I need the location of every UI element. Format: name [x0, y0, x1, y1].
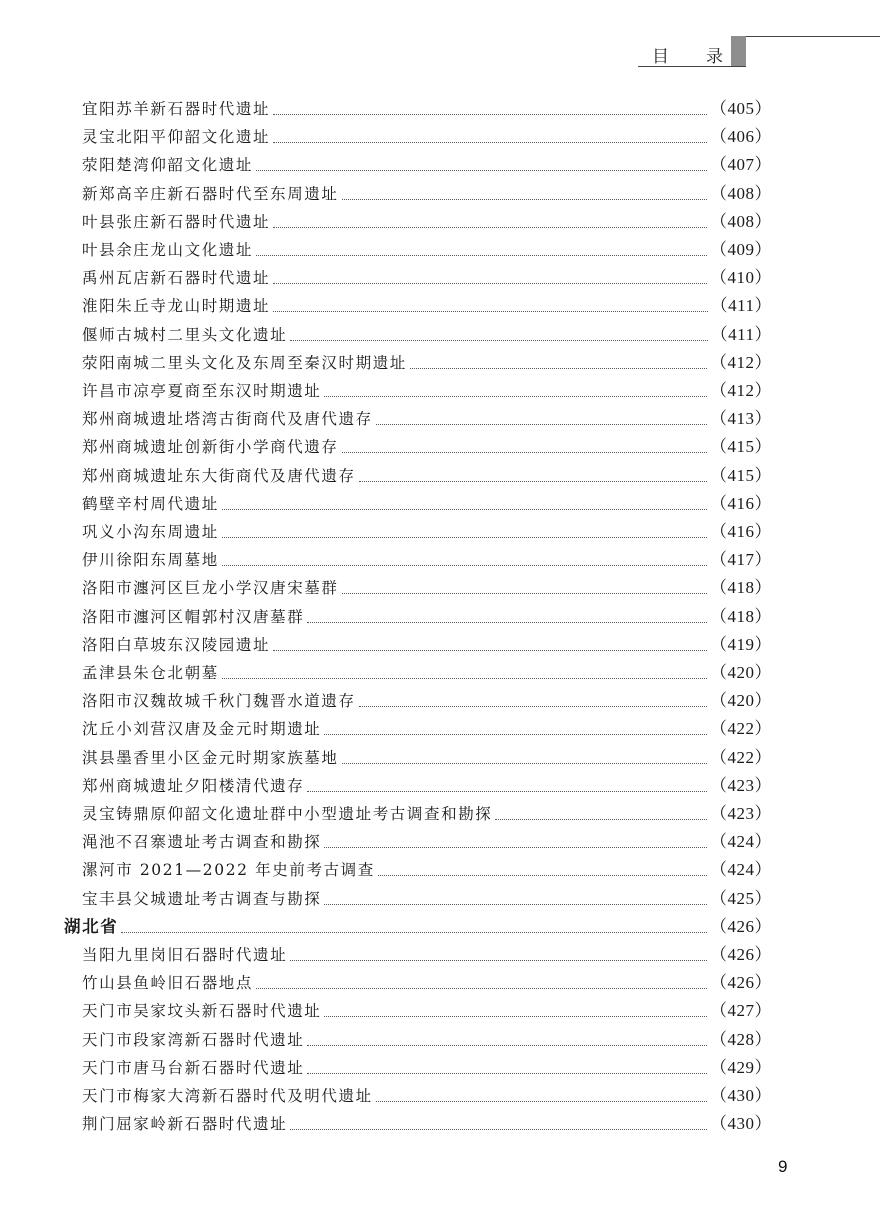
toc-entry-page: （410） [710, 268, 772, 288]
toc-dot-leader [222, 536, 707, 538]
toc-dot-leader [378, 874, 707, 876]
toc-entry-title: 禹州瓦店新石器时代遗址 [82, 269, 271, 288]
toc-entry-page: （418） [710, 578, 772, 598]
toc-entry [82, 969, 772, 997]
toc-entry [82, 518, 772, 546]
toc-dot-leader [121, 931, 707, 933]
toc-entry [82, 546, 772, 574]
toc-entry-title: 湖北省 [64, 916, 119, 936]
toc-entry-page: （427） [710, 1001, 772, 1021]
toc-entry [82, 744, 772, 772]
toc-entry [82, 800, 772, 828]
toc-dot-leader [290, 1128, 707, 1130]
toc-entry-page: （409） [710, 240, 772, 259]
toc-section-heading [64, 913, 772, 941]
toc-entry-title: 巩义小沟东周遗址 [82, 523, 219, 541]
toc-dot-leader [324, 1015, 707, 1017]
toc-entry-title: 郑州商城遗址创新街小学商代遗存 [82, 438, 339, 457]
toc-entry-page: （422） [710, 747, 772, 767]
toc-entry-page: （416） [710, 493, 772, 513]
toc-entry [82, 941, 772, 969]
toc-entry [82, 885, 772, 913]
toc-dot-leader [342, 592, 707, 594]
toc-entry-page: （426） [710, 916, 772, 936]
toc-entry [82, 1082, 772, 1110]
toc-dot-leader [273, 310, 708, 312]
toc-dot-leader [273, 141, 707, 143]
toc-entry-title: 天门市吴家坟头新石器时代遗址 [82, 1002, 322, 1021]
toc-dot-leader [273, 649, 707, 651]
toc-entry [82, 321, 772, 349]
toc-entry-title: 洛阳白草坡东汉陵园遗址 [82, 635, 271, 654]
toc-entry-title: 天门市梅家大湾新石器时代及明代遗址 [82, 1087, 373, 1105]
toc-entry [82, 462, 772, 490]
toc-entry-page: （424） [710, 832, 772, 852]
toc-entry-title: 伊川徐阳东周墓地 [82, 551, 219, 570]
toc-entry [82, 1054, 772, 1082]
toc-dot-leader [342, 198, 707, 200]
toc-dot-leader [222, 508, 707, 510]
header-char-1: 目 [652, 47, 669, 67]
toc-dot-leader [256, 987, 707, 989]
toc-entry-title: 淮阳朱丘寺龙山时期遗址 [82, 297, 271, 316]
toc-dot-leader [307, 1072, 707, 1074]
toc-entry [82, 1110, 772, 1138]
toc-dot-leader [273, 226, 707, 228]
toc-dot-leader [359, 705, 707, 707]
toc-entry-title: 灵宝北阳平仰韶文化遗址 [82, 128, 271, 147]
toc-entry-title: 漯河市 2021—2022 年史前考古调查 [82, 861, 375, 880]
toc-entry-page: （426） [710, 945, 772, 964]
toc-entry-title: 天门市唐马台新石器时代遗址 [82, 1058, 305, 1077]
toc-dot-leader [342, 762, 707, 764]
toc-dot-leader [273, 282, 707, 284]
toc-entry [82, 377, 772, 405]
toc-entry-page: （416） [710, 522, 772, 541]
toc-dot-leader [324, 846, 707, 848]
toc-dot-leader [324, 733, 707, 735]
toc-dot-leader [222, 677, 707, 679]
toc-entry-title: 郑州商城遗址塔湾古街商代及唐代遗存 [82, 410, 373, 429]
toc-dot-leader [273, 113, 707, 115]
toc-entry-title: 天门市段家湾新石器时代遗址 [82, 1030, 305, 1049]
toc-entry-page: （423） [710, 804, 772, 823]
toc-dot-leader [307, 621, 707, 623]
toc-entry-page: （415） [710, 437, 772, 457]
toc-entry [82, 574, 772, 602]
toc-entry-title: 新郑高辛庄新石器时代至东周遗址 [82, 184, 339, 203]
toc-entry [82, 687, 772, 715]
toc-entry [82, 405, 772, 433]
toc-dot-leader [256, 169, 707, 171]
toc-entry-title: 灵宝铸鼎原仰韶文化遗址群中小型遗址考古调查和勘探 [82, 805, 493, 823]
toc-entry-page: （408） [710, 211, 772, 231]
toc-entry-title: 鹤壁辛村周代遗址 [82, 494, 219, 513]
toc-dot-leader [410, 367, 707, 369]
toc-entry-page: （419） [710, 634, 772, 654]
toc-entry-page: （411） [710, 324, 772, 344]
header-char-2: 录 [706, 47, 723, 67]
toc-entry-page: （413） [710, 409, 772, 429]
toc-entry [82, 95, 772, 123]
toc-dot-leader [342, 451, 707, 453]
toc-entry-title: 渑池不召寨遗址考古调查和勘探 [82, 833, 322, 852]
header-rule-top [746, 36, 880, 37]
toc-entry-title: 叶县余庄龙山文化遗址 [82, 241, 254, 259]
toc-dot-leader [290, 959, 707, 961]
toc-entry [82, 433, 772, 461]
toc-entry-title: 许昌市凉亭夏商至东汉时期遗址 [82, 382, 322, 400]
toc-entry [82, 856, 772, 884]
toc-entry [82, 490, 772, 518]
toc-entry-title: 郑州商城遗址东大街商代及唐代遗存 [82, 466, 356, 485]
header-gray-block [731, 36, 746, 66]
page-number: 9 [778, 1157, 788, 1176]
toc-entry [82, 349, 772, 377]
toc-dot-leader [256, 254, 707, 256]
toc-entry-page: （411） [710, 296, 772, 316]
toc-entry-title: 洛阳市瀍河区帽郭村汉唐墓群 [82, 607, 305, 626]
toc-entry-page: （407） [710, 155, 772, 175]
toc-entry [82, 292, 772, 320]
toc-entry-title: 宜阳苏羊新石器时代遗址 [82, 100, 271, 118]
toc-entry-title: 洛阳市汉魏故城千秋门魏晋水道遗存 [82, 692, 356, 711]
toc-entry-page: （429） [710, 1057, 772, 1077]
toc-entry-page: （408） [710, 183, 772, 203]
toc-entry [82, 151, 772, 179]
toc-entry [82, 659, 772, 687]
toc-dot-leader [307, 790, 707, 792]
toc-entry [82, 772, 772, 800]
toc-entry-page: （406） [710, 127, 772, 147]
toc-dot-leader [324, 903, 707, 905]
toc-entry-title: 荆门屈家岭新石器时代遗址 [82, 1115, 288, 1134]
toc-dot-leader [290, 339, 707, 341]
toc-entry [82, 631, 772, 659]
toc-entry [82, 997, 772, 1025]
toc-entry-page: （417） [710, 550, 772, 570]
toc-entry [82, 123, 772, 151]
toc-entry-title: 当阳九里岗旧石器时代遗址 [82, 946, 288, 964]
toc-dot-leader [324, 395, 707, 397]
toc-entry-page: （422） [710, 719, 772, 739]
toc-entry-title: 沈丘小刘营汉唐及金元时期遗址 [82, 720, 322, 739]
toc-dot-leader [307, 1044, 707, 1046]
toc-entry-title: 宝丰县父城遗址考古调查与勘探 [82, 889, 322, 908]
toc-dot-leader [376, 423, 707, 425]
toc-entry-page: （430） [710, 1086, 772, 1105]
toc-entry-page: （412） [710, 352, 772, 372]
toc-dot-leader [222, 564, 707, 566]
toc-entry-page: （425） [710, 888, 772, 908]
toc-entry [82, 1026, 772, 1054]
toc-entry [82, 236, 772, 264]
toc-dot-leader [359, 480, 707, 482]
toc-entry [82, 208, 772, 236]
toc-entry-page: （415） [710, 465, 772, 485]
toc-entry-title: 淇县墨香里小区金元时期家族墓地 [82, 748, 339, 767]
toc-entry [82, 603, 772, 631]
toc-entry-page: （426） [710, 973, 772, 993]
toc-entry-page: （418） [710, 606, 772, 626]
toc-entry-title: 郑州商城遗址夕阳楼清代遗存 [82, 776, 305, 795]
toc-entry-page: （405） [710, 99, 772, 118]
toc-entry-title: 竹山县鱼岭旧石器地点 [82, 974, 254, 993]
toc-entry-page: （430） [710, 1114, 772, 1134]
toc-entry [82, 180, 772, 208]
toc-entry-page: （428） [710, 1029, 772, 1049]
toc-entry-title: 洛阳市瀍河区巨龙小学汉唐宋墓群 [82, 579, 339, 598]
toc-dot-leader [376, 1100, 707, 1102]
toc-entry [82, 715, 772, 743]
toc-entry-page: （424） [710, 860, 772, 880]
toc-entry-page: （420） [710, 691, 772, 711]
toc-entry [82, 828, 772, 856]
toc-entry-title: 荥阳楚湾仰韶文化遗址 [82, 156, 254, 175]
toc-entry-page: （420） [710, 663, 772, 682]
toc-entry-title: 叶县张庄新石器时代遗址 [82, 212, 271, 231]
toc-entry-title: 荥阳南城二里头文化及东周至秦汉时期遗址 [82, 353, 407, 372]
toc-dot-leader [495, 818, 707, 820]
toc-entry-page: （412） [710, 381, 772, 400]
toc-entry [82, 264, 772, 292]
toc-entry-title: 偃师古城村二里头文化遗址 [82, 325, 288, 344]
toc-entry-page: （423） [710, 775, 772, 795]
toc-entry-title: 孟津县朱仓北朝墓 [82, 664, 219, 682]
